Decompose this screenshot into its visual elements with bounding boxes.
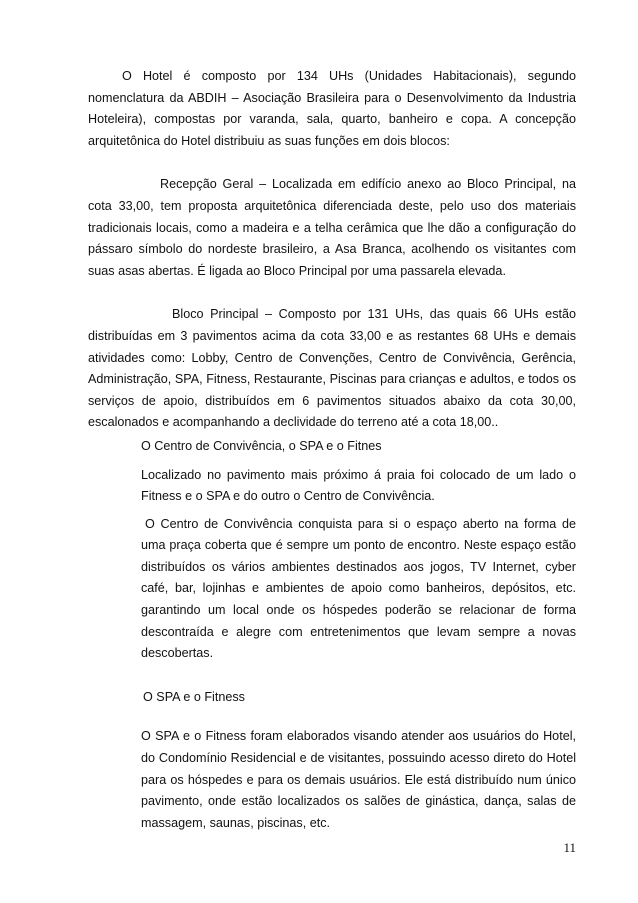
paragraph-recepcao-geral: Recepção Geral – Localizada em edifício anexo ao Bloco Principal, na cota 33,00, tem proposta arquitetônica diferenciada deste, pelo uso dos materiais tradicionais locais, como a madeira e a telha cerâmica que lhe dão a configuração do pássaro símbolo do nordeste brasileiro, a Asa Branca, acolhendo os visitantes com suas asas abertas. É ligada ao Bloco Principal por uma passarela elevada.	[88, 177, 576, 278]
heading-centro-convivencia: O Centro de Convivência, o SPA e o Fitnes	[141, 438, 382, 453]
paragraph-spa-fitness: O SPA e o Fitness foram elaborados visando atender aos usuários do Hotel, do Condomínio Residencial e de visitantes, possuindo acesso direto do Hotel para os hóspedes e para os demais usuários. Ele está distribuído num único pavimento, onde estão localizados os salões de ginástica, dança, salas de massagem, saunas, piscinas, etc.	[141, 729, 576, 830]
page-number: 11	[563, 840, 576, 855]
paragraph-localizacao: Localizado no pavimento mais próximo á praia foi colocado de um lado o Fitness e o SPA e do outro o Centro de Convivência.	[141, 467, 576, 504]
paragraph-centro-convivencia: O Centro de Convivência conquista para si o espaço aberto na forma de uma praça coberta que é sempre um ponto de encontro. Neste espaço estão distribuídos os vários ambientes destinados aos jogos, TV Internet, cyber café, bar, lojinhas e ambientes de apoio como banheiros, depósitos, etc. garantindo um local onde os hóspedes poderão se relacionar de forma descontraída e alegre com entretenimentos que levam sempre a novas descobertas.	[141, 516, 576, 661]
paragraph-bloco-principal: Bloco Principal – Composto por 131 UHs, das quais 66 UHs estão distribuídas em 3 pavimentos acima da cota 33,00 e as restantes 68 UHs e demais atividades como: Lobby, Centro de Convenções, Centro de Convivência, Gerência, Administração, SPA, Fitness, Restaurante, Piscinas para crianças e adultos, e todos os serviços de apoio, distribuídos em 6 pavimentos situados abaixo da cota 30,00, escalonados e acompanhando a declividade do terreno até a cota 18,00..	[88, 307, 576, 430]
page-body	[88, 66, 576, 834]
heading-spa-fitness: O SPA e o Fitness	[143, 689, 245, 704]
paragraph-hotel-intro: O Hotel é composto por 134 UHs (Unidades Habitacionais), segundo nomenclatura da ABDIH – Asociação Brasileira para o Desenvolvimento da Industria Hoteleira), compostas por varanda, sala, quarto, banheiro e copa. A concepção arquitetônica do Hotel distribuiu as suas funções em dois blocos:	[88, 69, 576, 148]
